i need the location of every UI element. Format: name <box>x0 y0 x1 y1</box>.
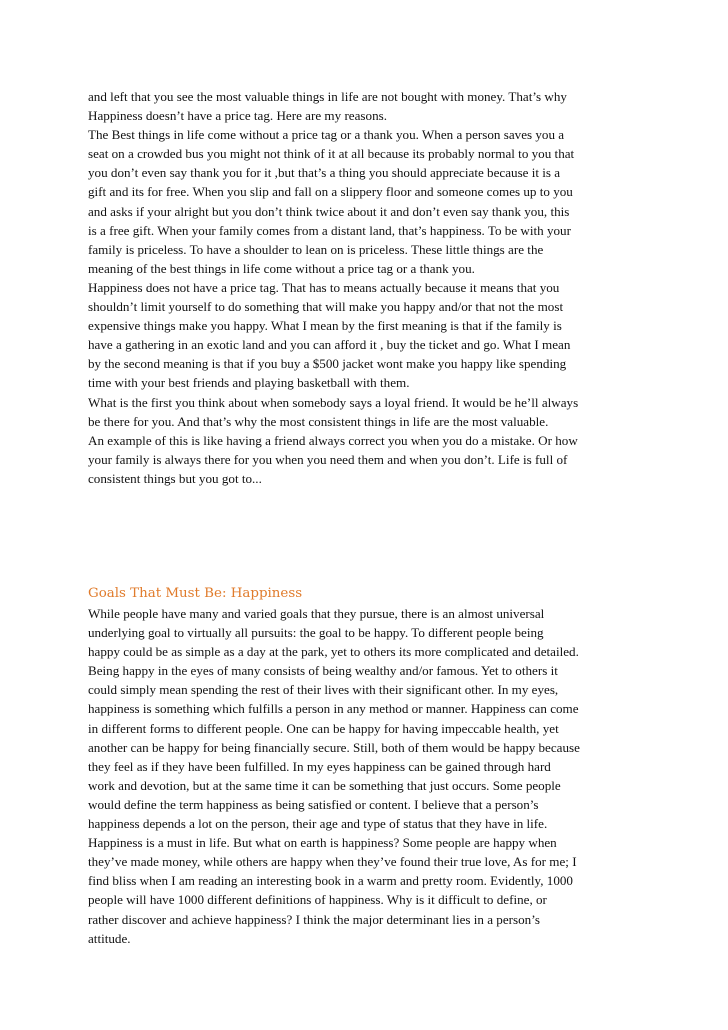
text-line: they feel as if they have been fulfilled. In my eyes happiness can be gained through hard <box>88 758 551 774</box>
text-line: happiness is something which fulfills a person in any method or manner. Happiness can come <box>88 701 579 717</box>
text-line: happy could be as simple as a day at the park, yet to others its more complicated and detailed. <box>88 644 579 660</box>
text-line: seat on a crowded bus you might not think of it at all because its probably normal to you that <box>88 146 575 162</box>
text-line: expensive things make you happy. What I mean by the first meaning is that if the family is <box>88 318 562 334</box>
text-line: they’ve made money, while others are happy when they’ve found their true love, As for me; I <box>88 854 577 870</box>
text-line: Happiness does not have a price tag. That has to means actually because it means that you <box>88 279 560 295</box>
text-line: people will have 1000 different definitions of happiness. Why is it difficult to define, or <box>88 892 547 908</box>
text-line: have a gathering in an exotic land and you can afford it , buy the ticket and go. What I mean <box>88 337 571 353</box>
section-heading: Goals That Must Be: Happiness <box>88 586 303 601</box>
text-line: find bliss when I am reading an interesting book in a warm and pretty room. Evidently, 1000 <box>88 873 573 889</box>
text-line: would define the term happiness as being satisfied or content. I believe that a person’s <box>88 796 539 812</box>
text-line: underlying goal to virtually all pursuits: the goal to be happy. To different people being <box>88 625 544 641</box>
text-line: could simply mean spending the rest of their lives with their significant other. In my eyes, <box>88 682 559 698</box>
text-line: The Best things in life come without a price tag or a thank you. When a person saves you a <box>88 127 565 143</box>
excerpt-text-block <box>88 87 648 488</box>
text-line: shouldn’t limit yourself to do something that will make you happy and/or that not the most <box>88 299 564 315</box>
text-line: attitude. <box>88 930 131 946</box>
text-line: meaning of the best things in life come without a price tag or a thank you. <box>88 260 475 276</box>
text-line: Happiness doesn’t have a price tag. Here are my reasons. <box>88 108 387 124</box>
text-line: by the second meaning is that if you buy a $500 jacket wont make you happy like spending <box>88 356 567 372</box>
text-line: and left that you see the most valuable things in life are not bought with money. That’s why <box>88 89 567 104</box>
text-line: What is the first you think about when somebody says a loyal friend. It would be he’ll always <box>88 394 579 410</box>
text-line: in different forms to different people. One can be happy for having impeccable health, yet <box>88 720 559 736</box>
text-line: Being happy in the eyes of many consists of being wealthy and/or famous. Yet to others it <box>88 663 558 679</box>
text-line: your family is always there for you when you need them and when you don’t. Life is full of <box>88 451 568 467</box>
text-line: you don’t even say thank you for it ,but that’s a thing you should appreciate because it is a <box>88 165 561 181</box>
text-line: While people have many and varied goals that they pursue, there is an almost universal <box>88 606 545 621</box>
essay-section <box>88 584 648 948</box>
text-line: time with your best friends and playing basketball with them. <box>88 375 410 391</box>
text-line: is a free gift. When your family comes from a distant land, that’s happiness. To be with your <box>88 222 571 238</box>
text-line: An example of this is like having a friend always correct you when you do a mistake. Or how <box>88 432 578 448</box>
text-line: family is priceless. To have a shoulder to lean on is priceless. These little things are the <box>88 241 544 257</box>
text-line: gift and its for free. When you slip and fall on a slippery floor and someone comes up to you <box>88 184 573 200</box>
text-line: Happiness is a must in life. But what on earth is happiness? Some people are happy when <box>88 835 557 851</box>
text-line: happiness depends a lot on the person, their age and type of status that they have in life. <box>88 816 548 832</box>
text-line: consistent things but you got to... <box>88 470 262 486</box>
text-line: and asks if your alright but you don’t think twice about it and don’t even say thank you, this <box>88 203 570 219</box>
text-line: rather discover and achieve happiness? I think the major determinant lies in a person’s <box>88 911 540 927</box>
text-line: work and devotion, but at the same time it can be something that just occurs. Some people <box>88 777 561 793</box>
text-line: another can be happy for being financially secure. Still, both of them would be happy because <box>88 739 580 755</box>
text-line: be there for you. And that’s why the most consistent things in life are the most valuable. <box>88 413 549 429</box>
